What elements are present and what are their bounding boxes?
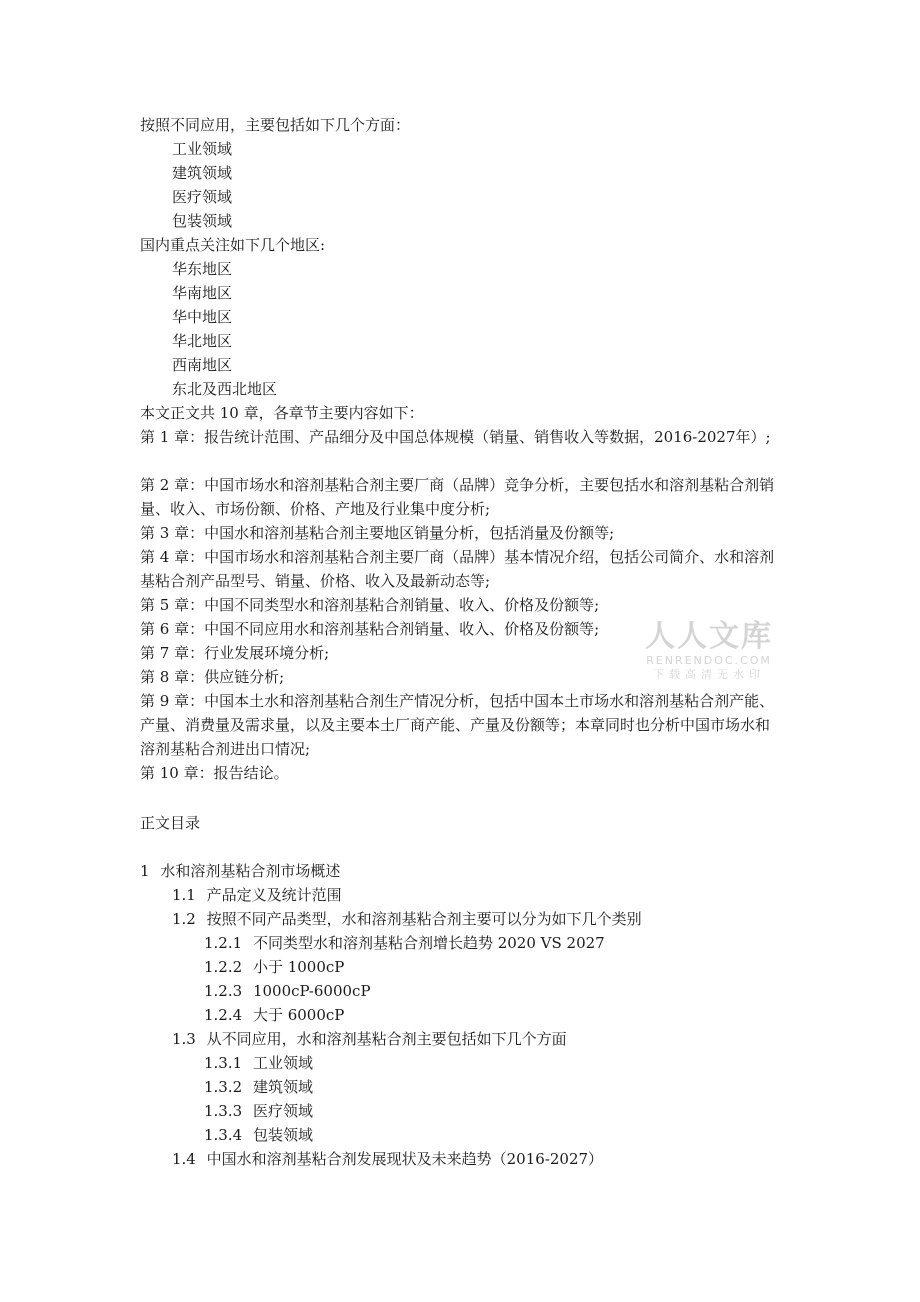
toc-entry [204,931,605,955]
toc-entry-number: 1.1 [172,886,196,904]
region-item: 华东地区 [172,260,233,278]
chapter-item: 第 3 章：中国水和溶剂基粘合剂主要地区销量分析，包括消量及份额等; [140,524,615,542]
region-item: 西南地区 [172,356,233,374]
toc-entry-number: 1.3.2 [204,1078,243,1096]
toc-entry-text: 医疗领域 [252,1102,313,1120]
toc-entry [172,883,342,907]
toc-entry-number: 1 [140,862,150,880]
toc-entry [172,907,642,931]
watermark-subtitle: 下载高清无水印 [653,668,765,681]
toc-entry-text: 从不同应用，水和溶剂基粘合剂主要包括如下几个方面 [206,1030,567,1048]
toc-entry [204,1051,313,1075]
toc-entry-number: 1.4 [172,1150,196,1168]
chapter-item: 第 7 章：行业发展环境分析; [140,644,330,662]
toc-entry-text: 不同类型水和溶剂基粘合剂增长趋势 2020 VS 2027 [252,934,605,952]
application-item: 包装领域 [172,212,233,230]
chapters-intro: 本文正文共 10 章，各章节主要内容如下： [140,404,424,422]
toc-entry-text: 产品定义及统计范围 [206,886,342,904]
toc-entry-number: 1.3 [172,1030,196,1048]
toc-entry-text: 建筑领域 [252,1078,313,1096]
toc-entry [204,955,344,979]
chapter-item: 第 1 章：报告统计范围、产品细分及中国总体规模（销量、销售收入等数据，2016-2027年）; [140,428,771,446]
toc-entry-text: 小于 1000cP [252,958,345,976]
toc-entry [204,1003,344,1027]
toc-entry-number: 1.3.1 [204,1054,243,1072]
toc-entry [172,1147,603,1171]
toc-entry [204,1075,313,1099]
toc-entry-number: 1.2.4 [204,1006,243,1024]
toc-entry-text: 水和溶剂基粘合剂市场概述 [160,862,341,880]
region-item: 华北地区 [172,332,233,350]
toc-entry [204,979,371,1003]
toc-entry [140,859,340,883]
chapter-item: 第 2 章：中国市场水和溶剂基粘合剂主要厂商（品牌）竞争分析，主要包括水和溶剂基粘合剂销量、收入、市场份额、价格、产地及行业集中度分析; [140,476,775,518]
toc-entry-text: 1000cP-6000cP [252,982,371,1000]
toc-entry-number: 1.2 [172,910,196,928]
region-item: 华南地区 [172,284,233,302]
toc-entry [204,1123,313,1147]
application-item: 建筑领域 [172,164,233,182]
watermark-title: 人人文库 [645,619,773,654]
chapter-item: 第 9 章：中国本土水和溶剂基粘合剂生产情况分析，包括中国本土市场水和溶剂基粘合剂产能、产量、消费量及需求量，以及主要本土厂商产能、产量及份额等；本章同时也分析中国市场水和溶剂基粘合剂进出口情况; [140,692,775,758]
toc-entry-number: 1.2.2 [204,958,243,976]
toc-entry [172,1027,567,1051]
toc-title: 正文目录 [140,814,201,832]
chapter-item: 第 4 章：中国市场水和溶剂基粘合剂主要厂商（品牌）基本情况介绍，包括公司简介、水和溶剂基粘合剂产品型号、销量、价格、收入及最新动态等; [140,548,775,590]
region-item: 华中地区 [172,308,233,326]
chapter-item: 第 8 章：供应链分析; [140,668,285,686]
toc-entry-number: 1.2.3 [204,982,243,1000]
toc-entry-number: 1.3.3 [204,1102,243,1120]
toc-entry-text: 工业领域 [252,1054,313,1072]
toc-entry-number: 1.2.1 [204,934,243,952]
toc-entry-text: 按照不同产品类型，水和溶剂基粘合剂主要可以分为如下几个类别 [206,910,642,928]
watermark-domain: RENRENDOC.COM [646,654,772,667]
toc-entry-text: 大于 6000cP [252,1006,345,1024]
toc-entry-text: 中国水和溶剂基粘合剂发展现状及未来趋势（2016-2027） [206,1150,604,1168]
application-item: 工业领域 [172,140,233,158]
watermark [644,620,774,682]
application-item: 医疗领域 [172,188,233,206]
toc-entry-number: 1.3.4 [204,1126,243,1144]
chapter-item: 第 10 章：报告结论。 [140,764,289,782]
toc-entry-text: 包装领域 [252,1126,313,1144]
region-item: 东北及西北地区 [172,380,278,398]
chapter-item: 第 5 章：中国不同类型水和溶剂基粘合剂销量、收入、价格及份额等; [140,596,600,614]
applications-intro: 按照不同应用，主要包括如下几个方面： [140,116,411,134]
toc-entry [204,1099,313,1123]
chapter-item: 第 6 章：中国不同应用水和溶剂基粘合剂销量、收入、价格及份额等; [140,620,600,638]
regions-intro: 国内重点关注如下几个地区: [140,236,326,254]
